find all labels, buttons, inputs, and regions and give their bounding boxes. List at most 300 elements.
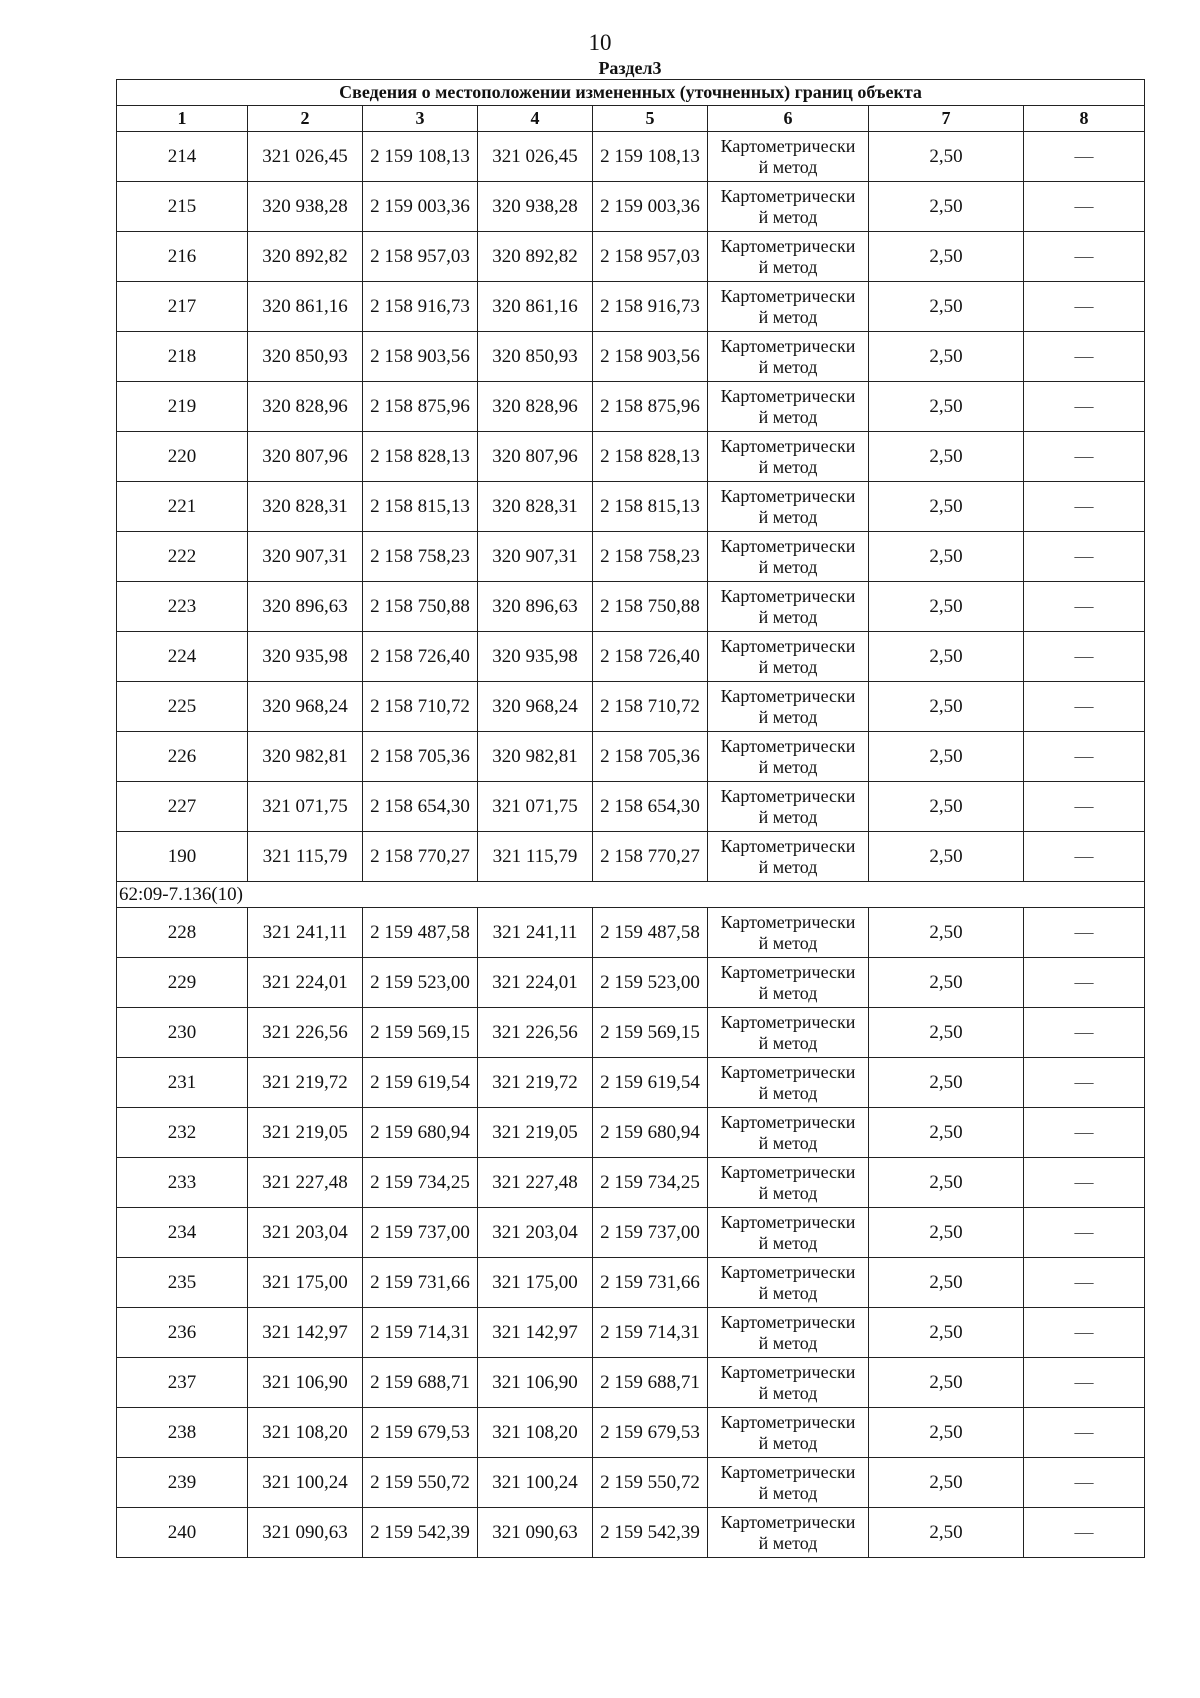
- x-existing-cell: 321 071,75: [248, 782, 363, 832]
- y-existing-cell: 2 159 487,58: [363, 908, 478, 958]
- method-cell: [708, 1508, 869, 1558]
- method-line-1: Картометрически: [720, 1511, 856, 1532]
- dash-cell: —: [1024, 1458, 1145, 1508]
- dash-cell: —: [1024, 958, 1145, 1008]
- dash-cell: —: [1024, 282, 1145, 332]
- y-existing-cell: 2 158 957,03: [363, 232, 478, 282]
- table-caption: Сведения о местоположении измененных (уточненных) границ объекта: [117, 80, 1145, 106]
- x-refined-cell: 321 203,04: [478, 1208, 593, 1258]
- method-cell: [708, 482, 869, 532]
- y-refined-cell: 2 158 758,23: [593, 532, 708, 582]
- x-existing-cell: 321 241,11: [248, 908, 363, 958]
- x-existing-cell: 320 968,24: [248, 682, 363, 732]
- y-existing-cell: 2 158 828,13: [363, 432, 478, 482]
- dash-cell: —: [1024, 1358, 1145, 1408]
- method-cell: [708, 1308, 869, 1358]
- x-existing-cell: 321 175,00: [248, 1258, 363, 1308]
- method-line-1: Картометрически: [720, 835, 856, 856]
- table-row: [117, 132, 1145, 182]
- method-line-2: й метод: [758, 1182, 818, 1203]
- precision-cell: 2,50: [869, 182, 1024, 232]
- table-row: [117, 232, 1145, 282]
- x-existing-cell: 321 219,05: [248, 1108, 363, 1158]
- x-refined-cell: 321 071,75: [478, 782, 593, 832]
- method-line-1: Картометрически: [720, 635, 856, 656]
- group-header: [117, 882, 1145, 908]
- x-existing-cell: 321 227,48: [248, 1158, 363, 1208]
- method-line-2: й метод: [758, 856, 818, 877]
- table-row: [117, 782, 1145, 832]
- precision-cell: 2,50: [869, 1508, 1024, 1558]
- point-number-cell: 233: [117, 1158, 248, 1208]
- method-line-2: й метод: [758, 1382, 818, 1403]
- x-refined-cell: 320 896,63: [478, 582, 593, 632]
- table-row: [117, 1458, 1145, 1508]
- dash-cell: —: [1024, 1308, 1145, 1358]
- dash-cell: —: [1024, 1258, 1145, 1308]
- method-line-1: Картометрически: [720, 1311, 856, 1332]
- dash-cell: —: [1024, 182, 1145, 232]
- dash-cell: —: [1024, 582, 1145, 632]
- method-line-1: Картометрически: [720, 1061, 856, 1082]
- table-row: [117, 182, 1145, 232]
- y-refined-cell: 2 158 916,73: [593, 282, 708, 332]
- x-refined-cell: 320 807,96: [478, 432, 593, 482]
- dash-cell: —: [1024, 632, 1145, 682]
- x-existing-cell: 321 219,72: [248, 1058, 363, 1108]
- y-existing-cell: 2 159 550,72: [363, 1458, 478, 1508]
- x-refined-cell: 320 861,16: [478, 282, 593, 332]
- method-cell: [708, 132, 869, 182]
- column-number: 5: [593, 106, 708, 132]
- method-cell: [708, 532, 869, 582]
- method-line-2: й метод: [758, 932, 818, 953]
- y-refined-cell: 2 159 679,53: [593, 1408, 708, 1458]
- x-refined-cell: 321 100,24: [478, 1458, 593, 1508]
- y-existing-cell: 2 159 619,54: [363, 1058, 478, 1108]
- dash-cell: —: [1024, 908, 1145, 958]
- x-existing-cell: 321 026,45: [248, 132, 363, 182]
- y-refined-cell: 2 159 542,39: [593, 1508, 708, 1558]
- x-refined-cell: 320 828,96: [478, 382, 593, 432]
- method-line-1: Картометрически: [720, 1411, 856, 1432]
- precision-cell: 2,50: [869, 232, 1024, 282]
- method-line-2: й метод: [758, 206, 818, 227]
- precision-cell: 2,50: [869, 632, 1024, 682]
- y-refined-cell: 2 158 828,13: [593, 432, 708, 482]
- method-cell: [708, 182, 869, 232]
- method-cell: [708, 782, 869, 832]
- y-refined-cell: 2 158 654,30: [593, 782, 708, 832]
- method-cell: [708, 958, 869, 1008]
- y-existing-cell: 2 158 726,40: [363, 632, 478, 682]
- point-number-cell: 237: [117, 1358, 248, 1408]
- document-sheet: [116, 57, 1144, 1558]
- point-number-cell: 218: [117, 332, 248, 382]
- table-row: [117, 432, 1145, 482]
- x-refined-cell: 321 026,45: [478, 132, 593, 182]
- point-number-cell: 222: [117, 532, 248, 582]
- method-line-1: Картометрически: [720, 385, 856, 406]
- method-line-2: й метод: [758, 556, 818, 577]
- method-line-1: Картометрически: [720, 1261, 856, 1282]
- method-cell: [708, 282, 869, 332]
- method-line-1: Картометрически: [720, 1361, 856, 1382]
- precision-cell: 2,50: [869, 782, 1024, 832]
- table-row: [117, 532, 1145, 582]
- page-number: 10: [588, 30, 612, 55]
- precision-cell: 2,50: [869, 532, 1024, 582]
- table-row: [117, 282, 1145, 332]
- method-cell: [708, 908, 869, 958]
- dash-cell: —: [1024, 432, 1145, 482]
- method-line-1: Картометрически: [720, 1011, 856, 1032]
- y-refined-cell: 2 159 714,31: [593, 1308, 708, 1358]
- y-refined-cell: 2 158 726,40: [593, 632, 708, 682]
- method-cell: [708, 1158, 869, 1208]
- x-refined-cell: 320 938,28: [478, 182, 593, 232]
- precision-cell: 2,50: [869, 958, 1024, 1008]
- x-existing-cell: 320 892,82: [248, 232, 363, 282]
- method-line-2: й метод: [758, 1432, 818, 1453]
- precision-cell: 2,50: [869, 832, 1024, 882]
- method-line-1: Картометрически: [720, 185, 856, 206]
- dash-cell: —: [1024, 1108, 1145, 1158]
- x-refined-cell: 320 892,82: [478, 232, 593, 282]
- point-number-cell: 230: [117, 1008, 248, 1058]
- y-existing-cell: 2 158 770,27: [363, 832, 478, 882]
- dash-cell: —: [1024, 1408, 1145, 1458]
- table-body-part-2: [117, 908, 1145, 1558]
- table-row: [117, 1108, 1145, 1158]
- precision-cell: 2,50: [869, 382, 1024, 432]
- x-refined-cell: 320 982,81: [478, 732, 593, 782]
- x-refined-cell: 321 106,90: [478, 1358, 593, 1408]
- precision-cell: 2,50: [869, 682, 1024, 732]
- y-existing-cell: 2 159 688,71: [363, 1358, 478, 1408]
- y-refined-cell: 2 158 903,56: [593, 332, 708, 382]
- y-existing-cell: 2 159 523,00: [363, 958, 478, 1008]
- method-line-2: й метод: [758, 756, 818, 777]
- x-existing-cell: 321 226,56: [248, 1008, 363, 1058]
- point-number-cell: 219: [117, 382, 248, 432]
- method-line-2: й метод: [758, 506, 818, 527]
- y-refined-cell: 2 159 108,13: [593, 132, 708, 182]
- table-row: [117, 632, 1145, 682]
- point-number-cell: 190: [117, 832, 248, 882]
- x-existing-cell: 321 090,63: [248, 1508, 363, 1558]
- y-existing-cell: 2 158 710,72: [363, 682, 478, 732]
- y-existing-cell: 2 158 705,36: [363, 732, 478, 782]
- table-row: [117, 482, 1145, 532]
- x-refined-cell: 320 968,24: [478, 682, 593, 732]
- method-line-1: Картометрически: [720, 285, 856, 306]
- x-existing-cell: 320 850,93: [248, 332, 363, 382]
- method-line-2: й метод: [758, 356, 818, 377]
- point-number-cell: 224: [117, 632, 248, 682]
- dash-cell: —: [1024, 832, 1145, 882]
- point-number-cell: 240: [117, 1508, 248, 1558]
- precision-cell: 2,50: [869, 1258, 1024, 1308]
- table-row: [117, 732, 1145, 782]
- x-refined-cell: 321 142,97: [478, 1308, 593, 1358]
- x-existing-cell: 321 106,90: [248, 1358, 363, 1408]
- precision-cell: 2,50: [869, 132, 1024, 182]
- precision-cell: 2,50: [869, 1208, 1024, 1258]
- x-existing-cell: 321 108,20: [248, 1408, 363, 1458]
- column-number-row: [117, 106, 1145, 132]
- method-cell: [708, 1008, 869, 1058]
- x-refined-cell: 321 175,00: [478, 1258, 593, 1308]
- precision-cell: 2,50: [869, 1008, 1024, 1058]
- point-number-cell: 217: [117, 282, 248, 332]
- y-existing-cell: 2 159 542,39: [363, 1508, 478, 1558]
- method-cell: [708, 1258, 869, 1308]
- column-number: 3: [363, 106, 478, 132]
- dash-cell: —: [1024, 232, 1145, 282]
- table-caption-row: [117, 80, 1145, 106]
- x-existing-cell: 321 224,01: [248, 958, 363, 1008]
- y-refined-cell: 2 158 770,27: [593, 832, 708, 882]
- column-number: 6: [708, 106, 869, 132]
- method-cell: [708, 682, 869, 732]
- dash-cell: —: [1024, 132, 1145, 182]
- precision-cell: 2,50: [869, 1408, 1024, 1458]
- y-existing-cell: 2 159 680,94: [363, 1108, 478, 1158]
- precision-cell: 2,50: [869, 908, 1024, 958]
- method-line-2: й метод: [758, 1332, 818, 1353]
- table-row: [117, 332, 1145, 382]
- precision-cell: 2,50: [869, 1458, 1024, 1508]
- x-refined-cell: 321 241,11: [478, 908, 593, 958]
- x-existing-cell: 321 100,24: [248, 1458, 363, 1508]
- y-refined-cell: 2 158 875,96: [593, 382, 708, 432]
- method-line-1: Картометрически: [720, 785, 856, 806]
- column-number: 2: [248, 106, 363, 132]
- point-number-cell: 223: [117, 582, 248, 632]
- table-row: [117, 1358, 1145, 1408]
- dash-cell: —: [1024, 732, 1145, 782]
- point-number-cell: 227: [117, 782, 248, 832]
- precision-cell: 2,50: [869, 1158, 1024, 1208]
- method-cell: [708, 1358, 869, 1408]
- y-refined-cell: 2 159 619,54: [593, 1058, 708, 1108]
- method-line-1: Картометрически: [720, 535, 856, 556]
- y-existing-cell: 2 159 108,13: [363, 132, 478, 182]
- method-line-2: й метод: [758, 606, 818, 627]
- y-existing-cell: 2 158 654,30: [363, 782, 478, 832]
- x-refined-cell: 321 090,63: [478, 1508, 593, 1558]
- x-existing-cell: 320 807,96: [248, 432, 363, 482]
- point-number-cell: 235: [117, 1258, 248, 1308]
- precision-cell: 2,50: [869, 482, 1024, 532]
- method-cell: [708, 732, 869, 782]
- table-row: [117, 1208, 1145, 1258]
- y-existing-cell: 2 158 875,96: [363, 382, 478, 432]
- x-existing-cell: 320 907,31: [248, 532, 363, 582]
- method-line-1: Картометрически: [720, 1111, 856, 1132]
- table-row: [117, 958, 1145, 1008]
- y-refined-cell: 2 158 710,72: [593, 682, 708, 732]
- method-line-2: й метод: [758, 1132, 818, 1153]
- point-number-cell: 215: [117, 182, 248, 232]
- x-refined-cell: 321 219,05: [478, 1108, 593, 1158]
- x-refined-cell: 321 224,01: [478, 958, 593, 1008]
- dash-cell: —: [1024, 1208, 1145, 1258]
- point-number-cell: 220: [117, 432, 248, 482]
- y-refined-cell: 2 158 815,13: [593, 482, 708, 532]
- method-line-2: й метод: [758, 256, 818, 277]
- x-refined-cell: 320 828,31: [478, 482, 593, 532]
- method-line-2: й метод: [758, 1532, 818, 1553]
- table-row: [117, 1308, 1145, 1358]
- x-existing-cell: 321 142,97: [248, 1308, 363, 1358]
- precision-cell: 2,50: [869, 582, 1024, 632]
- method-line-1: Картометрически: [720, 435, 856, 456]
- y-refined-cell: 2 159 003,36: [593, 182, 708, 232]
- y-refined-cell: 2 159 734,25: [593, 1158, 708, 1208]
- table-row: [117, 582, 1145, 632]
- boundary-table: [116, 79, 1145, 1558]
- x-existing-cell: 320 982,81: [248, 732, 363, 782]
- method-line-2: й метод: [758, 982, 818, 1003]
- y-refined-cell: 2 159 487,58: [593, 908, 708, 958]
- method-line-2: й метод: [758, 306, 818, 327]
- method-line-1: Картометрически: [720, 735, 856, 756]
- precision-cell: 2,50: [869, 332, 1024, 382]
- point-number-cell: 221: [117, 482, 248, 532]
- precision-cell: 2,50: [869, 1058, 1024, 1108]
- x-existing-cell: 320 828,96: [248, 382, 363, 432]
- method-cell: [708, 832, 869, 882]
- method-line-1: Картометрически: [720, 685, 856, 706]
- table-row: [117, 832, 1145, 882]
- group-label: 62:09-7.136(10): [117, 882, 1145, 908]
- method-line-2: й метод: [758, 156, 818, 177]
- x-refined-cell: 321 227,48: [478, 1158, 593, 1208]
- y-existing-cell: 2 159 003,36: [363, 182, 478, 232]
- column-number: 7: [869, 106, 1024, 132]
- method-line-2: й метод: [758, 1032, 818, 1053]
- y-existing-cell: 2 159 714,31: [363, 1308, 478, 1358]
- table-row: [117, 908, 1145, 958]
- table-row: [117, 382, 1145, 432]
- y-refined-cell: 2 158 957,03: [593, 232, 708, 282]
- x-existing-cell: 320 861,16: [248, 282, 363, 332]
- point-number-cell: 231: [117, 1058, 248, 1108]
- method-line-1: Картометрически: [720, 1161, 856, 1182]
- method-line-2: й метод: [758, 706, 818, 727]
- x-existing-cell: 320 828,31: [248, 482, 363, 532]
- point-number-cell: 216: [117, 232, 248, 282]
- method-line-2: й метод: [758, 1232, 818, 1253]
- column-number: 1: [117, 106, 248, 132]
- point-number-cell: 238: [117, 1408, 248, 1458]
- table-row: [117, 1158, 1145, 1208]
- y-refined-cell: 2 159 523,00: [593, 958, 708, 1008]
- x-refined-cell: 321 219,72: [478, 1058, 593, 1108]
- table-row: [117, 1008, 1145, 1058]
- y-refined-cell: 2 159 569,15: [593, 1008, 708, 1058]
- table-row: [117, 1408, 1145, 1458]
- point-number-cell: 225: [117, 682, 248, 732]
- y-existing-cell: 2 159 731,66: [363, 1258, 478, 1308]
- dash-cell: —: [1024, 1158, 1145, 1208]
- table-body-part-1: [117, 132, 1145, 882]
- method-line-2: й метод: [758, 1282, 818, 1303]
- y-refined-cell: 2 159 731,66: [593, 1258, 708, 1308]
- method-cell: [708, 1458, 869, 1508]
- precision-cell: 2,50: [869, 732, 1024, 782]
- point-number-cell: 214: [117, 132, 248, 182]
- method-line-1: Картометрически: [720, 485, 856, 506]
- y-refined-cell: 2 159 737,00: [593, 1208, 708, 1258]
- method-cell: [708, 1108, 869, 1158]
- y-refined-cell: 2 159 688,71: [593, 1358, 708, 1408]
- precision-cell: 2,50: [869, 432, 1024, 482]
- method-cell: [708, 1408, 869, 1458]
- section-title: Раздел3: [598, 58, 662, 78]
- point-number-cell: 236: [117, 1308, 248, 1358]
- table-row: [117, 1058, 1145, 1108]
- dash-cell: —: [1024, 1058, 1145, 1108]
- point-number-cell: 226: [117, 732, 248, 782]
- x-existing-cell: 320 896,63: [248, 582, 363, 632]
- precision-cell: 2,50: [869, 282, 1024, 332]
- column-number: 4: [478, 106, 593, 132]
- method-line-1: Картометрически: [720, 585, 856, 606]
- point-number-cell: 239: [117, 1458, 248, 1508]
- x-refined-cell: 321 226,56: [478, 1008, 593, 1058]
- y-existing-cell: 2 159 734,25: [363, 1158, 478, 1208]
- y-existing-cell: 2 159 737,00: [363, 1208, 478, 1258]
- point-number-cell: 229: [117, 958, 248, 1008]
- method-cell: [708, 382, 869, 432]
- x-existing-cell: 320 938,28: [248, 182, 363, 232]
- method-line-1: Картометрически: [720, 1211, 856, 1232]
- y-refined-cell: 2 159 680,94: [593, 1108, 708, 1158]
- x-refined-cell: 320 935,98: [478, 632, 593, 682]
- x-refined-cell: 320 850,93: [478, 332, 593, 382]
- dash-cell: —: [1024, 482, 1145, 532]
- method-cell: [708, 1208, 869, 1258]
- method-line-2: й метод: [758, 1082, 818, 1103]
- point-number-cell: 228: [117, 908, 248, 958]
- y-existing-cell: 2 158 758,23: [363, 532, 478, 582]
- x-refined-cell: 320 907,31: [478, 532, 593, 582]
- dash-cell: —: [1024, 532, 1145, 582]
- method-line-2: й метод: [758, 806, 818, 827]
- method-line-2: й метод: [758, 406, 818, 427]
- table-row: [117, 1258, 1145, 1308]
- y-refined-cell: 2 158 750,88: [593, 582, 708, 632]
- table-row: [117, 682, 1145, 732]
- y-existing-cell: 2 158 903,56: [363, 332, 478, 382]
- precision-cell: 2,50: [869, 1108, 1024, 1158]
- x-refined-cell: 321 108,20: [478, 1408, 593, 1458]
- table-row: [117, 1508, 1145, 1558]
- method-line-1: Картометрически: [720, 1461, 856, 1482]
- method-line-1: Картометрически: [720, 235, 856, 256]
- group-label-row: [117, 882, 1145, 908]
- method-line-1: Картометрически: [720, 961, 856, 982]
- y-existing-cell: 2 158 750,88: [363, 582, 478, 632]
- method-line-2: й метод: [758, 656, 818, 677]
- method-cell: [708, 582, 869, 632]
- x-existing-cell: 321 203,04: [248, 1208, 363, 1258]
- dash-cell: —: [1024, 782, 1145, 832]
- x-refined-cell: 321 115,79: [478, 832, 593, 882]
